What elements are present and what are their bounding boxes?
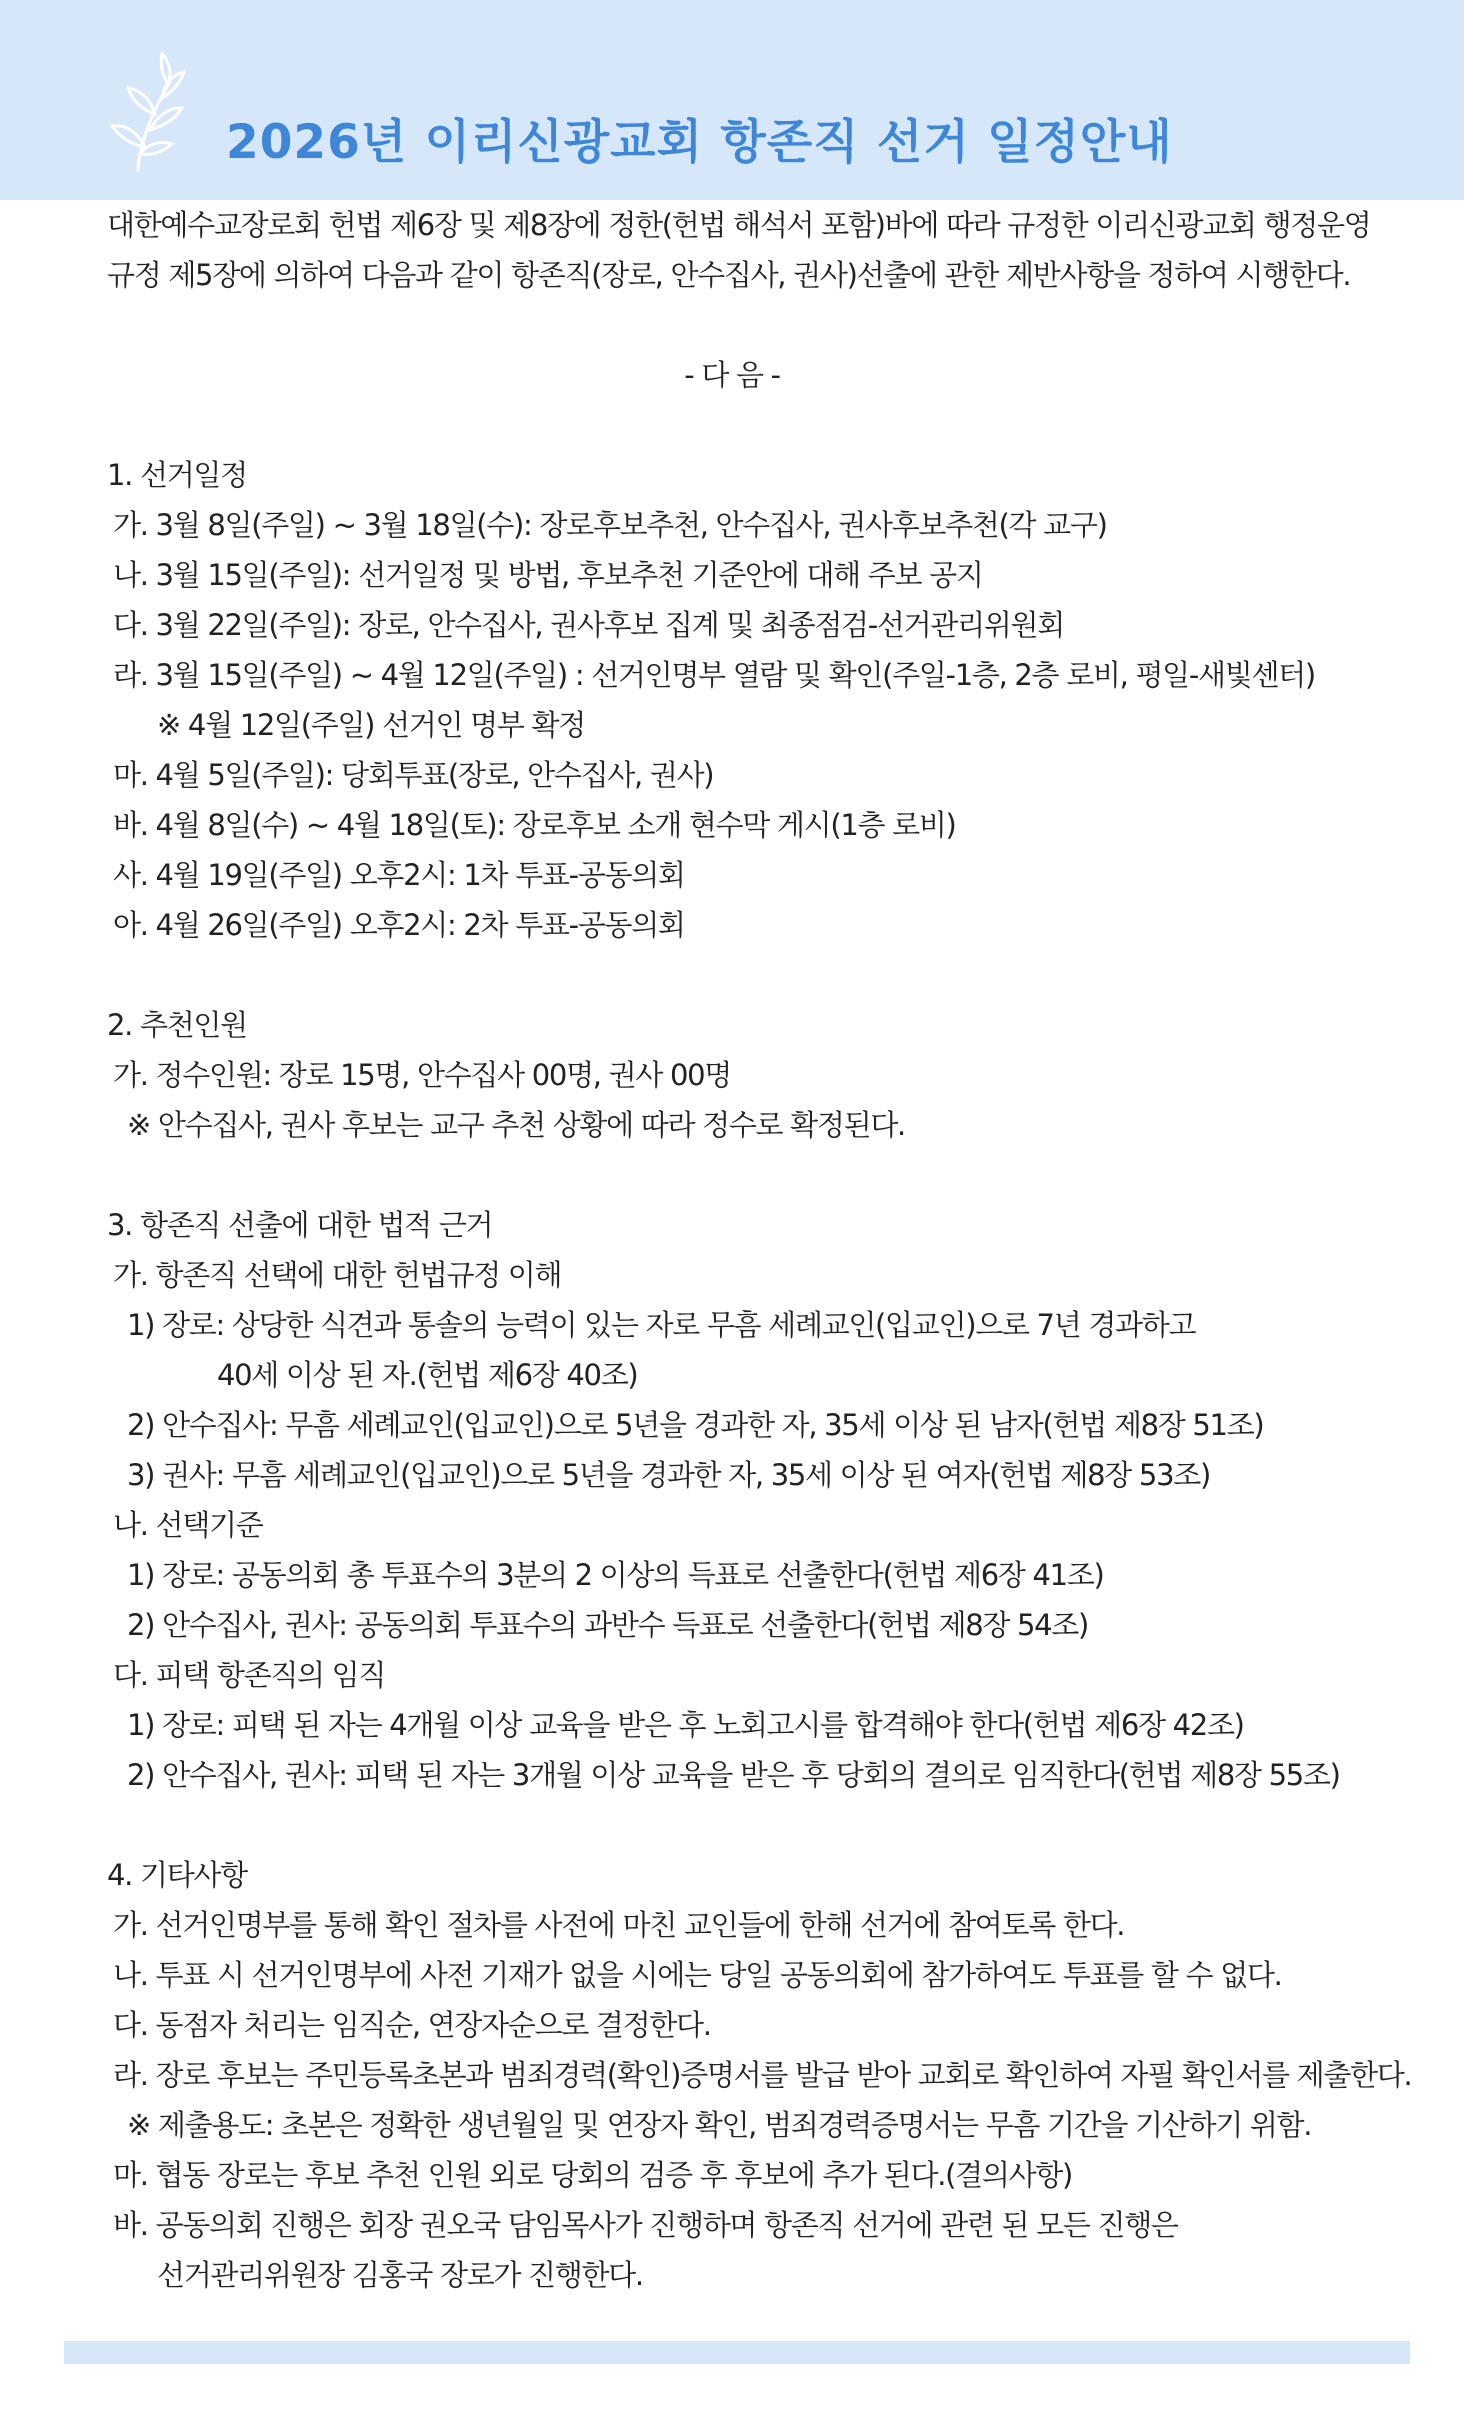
list-item: 아. 4월 26일(주일) 오후2시: 2차 투표-공동의회: [113, 908, 685, 942]
section-heading: 3. 항존직 선출에 대한 법적 근거: [107, 1208, 493, 1242]
notice-body: [107, 200, 1412, 2300]
list-item: 다. 3월 22일(주일): 장로, 안수집사, 권사후보 집계 및 최종점검-선거관리위원회: [113, 608, 1064, 642]
intro-line: 대한예수교장로회 헌법 제6장 및 제8장에 정한(헌법 해석서 포함)바에 따라 규정한 이리신광교회 행정운영: [107, 208, 1371, 242]
sub-item: 1) 장로: 공동의회 총 투표수의 3분의 2 이상의 득표로 선출한다(헌법 제6장 41조): [127, 1558, 1104, 1592]
sub-item-continuation: 40세 이상 된 자.(헌법 제6장 40조): [217, 1358, 638, 1392]
footer-bar: [64, 2341, 1410, 2364]
list-item: 라. 3월 15일(주일) ~ 4월 12일(주일) : 선거인명부 열람 및 확인(주일-1층, 2층 로비, 평일-새빛센터): [113, 658, 1315, 692]
list-item: 바. 4월 8일(수) ~ 4월 18일(토): 장로후보 소개 현수막 게시(1층 로비): [113, 808, 956, 842]
list-item: 마. 4월 5일(주일): 당회투표(장로, 안수집사, 권사): [113, 758, 714, 792]
list-item: 마. 협동 장로는 후보 추천 인원 외로 당회의 검증 후 후보에 추가 된다.(결의사항): [113, 2158, 1073, 2192]
list-item: 나. 3월 15일(주일): 선거일정 및 방법, 후보추천 기준안에 대해 주보 공지: [113, 558, 983, 592]
sub-item: 1) 장로: 상당한 식견과 통솔의 능력이 있는 자로 무흠 세례교인(입교인)으로 7년 경과하고: [127, 1308, 1196, 1342]
sub-item: 2) 안수집사, 권사: 공동의회 투표수의 과반수 득표로 선출한다(헌법 제8장 54조): [127, 1608, 1089, 1642]
sub-item: 1) 장로: 피택 된 자는 4개월 이상 교육을 받은 후 노회고시를 합격해야 한다(헌법 제6장 42조): [127, 1708, 1244, 1742]
note-item: ※ 4월 12일(주일) 선거인 명부 확정: [157, 708, 585, 742]
list-item-continuation: 선거관리위원장 김홍국 장로가 진행한다.: [157, 2258, 643, 2292]
sub-item: 3) 권사: 무흠 세례교인(입교인)으로 5년을 경과한 자, 35세 이상 된 여자(헌법 제8장 53조): [127, 1458, 1210, 1492]
leaf-branch-icon: [100, 52, 210, 172]
list-item: 가. 선거인명부를 통해 확인 절차를 사전에 마친 교인들에 한해 선거에 참여토록 한다.: [113, 1908, 1125, 1942]
intro-line: 규정 제5장에 의하여 다음과 같이 항존직(장로, 안수집사, 권사)선출에 관한 제반사항을 정하여 시행한다.: [107, 258, 1351, 292]
divider-text: - 다 음 -: [684, 358, 780, 392]
sub-item: 2) 안수집사: 무흠 세례교인(입교인)으로 5년을 경과한 자, 35세 이상 된 남자(헌법 제8장 51조): [127, 1408, 1264, 1442]
page-title: 2026년 이리신광교회 항존직 선거 일정안내: [226, 115, 1173, 170]
list-item: 가. 항존직 선택에 대한 헌법규정 이해: [113, 1258, 562, 1292]
note-item: ※ 안수집사, 권사 후보는 교구 추천 상황에 따라 정수로 확정된다.: [127, 1108, 905, 1142]
list-item: 나. 선택기준: [113, 1508, 263, 1542]
intro-paragraph: [107, 200, 1397, 300]
note-item: ※ 제출용도: 초본은 정확한 생년월일 및 연장자 확인, 범죄경력증명서는 무흠 기간을 기산하기 위함.: [127, 2108, 1312, 2142]
list-item: 나. 투표 시 선거인명부에 사전 기재가 없을 시에는 당일 공동의회에 참가하여도 투표를 할 수 없다.: [113, 1958, 1282, 1992]
list-item: 가. 3월 8일(주일) ~ 3월 18일(수): 장로후보추천, 안수집사, 권사후보추천(각 교구): [113, 508, 1107, 542]
list-item: 가. 정수인원: 장로 15명, 안수집사 00명, 권사 00명: [113, 1058, 731, 1092]
list-item: 사. 4월 19일(주일) 오후2시: 1차 투표-공동의회: [113, 858, 685, 892]
list-item: 다. 피택 항존직의 임직: [113, 1658, 386, 1692]
list-item: 다. 동점자 처리는 임직순, 연장자순으로 결정한다.: [113, 2008, 711, 2042]
header-banner: [0, 0, 1464, 200]
section-heading: 4. 기타사항: [107, 1858, 247, 1892]
sub-item: 2) 안수집사, 권사: 피택 된 자는 3개월 이상 교육을 받은 후 당회의 결의로 임직한다(헌법 제8장 55조): [127, 1758, 1340, 1792]
section-heading: 1. 선거일정: [107, 458, 247, 492]
list-item: 라. 장로 후보는 주민등록초본과 범죄경력(확인)증명서를 발급 받아 교회로 확인하여 자필 확인서를 제출한다.: [113, 2058, 1412, 2092]
section-heading: 2. 추천인원: [107, 1008, 247, 1042]
list-item: 바. 공동의회 진행은 회장 권오국 담임목사가 진행하며 항존직 선거에 관련 된 모든 진행은: [113, 2208, 1178, 2242]
